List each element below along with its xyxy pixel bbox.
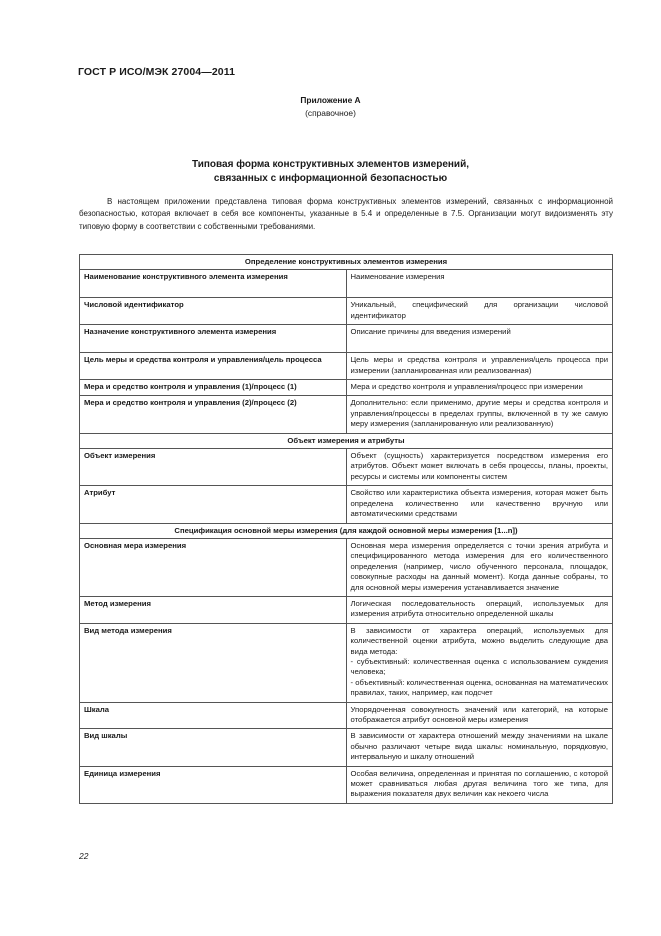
row-key: Вид шкалы xyxy=(80,729,347,766)
section-row xyxy=(80,523,613,538)
row-value: Упорядоченная совокупность значений или категорий, на которые отображается атрибут основной меры измерения xyxy=(346,702,613,729)
row-key: Мера и средство контроля и управления (2)/процесс (2) xyxy=(80,396,347,433)
row-key: Вид метода измерения xyxy=(80,623,347,702)
method-type-subjective: - субъективный: количественная оценка с использованием суждения человека; xyxy=(350,656,608,677)
annex-name: Приложение А xyxy=(300,95,361,105)
row-value: Описание причины для введения измерений xyxy=(346,325,613,353)
section-heading-base-measure: Спецификация основной меры измерения (для каждой основной меры измерения [1...n]) xyxy=(80,523,613,538)
section-row xyxy=(80,255,613,270)
row-key: Метод измерения xyxy=(80,596,347,623)
table-row xyxy=(80,270,613,298)
row-key: Основная мера измерения xyxy=(80,538,347,596)
method-type-intro: В зависимости от характера операций, используемых для количественной оценки атрибута, можно выделить следующие два вида метода: xyxy=(350,625,608,656)
title-line-1: Типовая форма конструктивных элементов измерений, xyxy=(192,159,469,170)
row-value: Объект (сущность) характеризуется посредством измерения его атрибутов. Объект может включать в себя процессы, планы, проекты, ресурсы и системы или компоненты систем xyxy=(346,449,613,486)
table-row xyxy=(80,396,613,433)
row-key: Шкала xyxy=(80,702,347,729)
table-row xyxy=(80,325,613,353)
row-value: Свойство или характеристика объекта измерения, которая может быть определена количественно или качественно вручную или автоматическими средствами xyxy=(346,486,613,523)
table-row xyxy=(80,449,613,486)
row-key: Числовой идентификатор xyxy=(80,298,347,325)
title-line-2: связанных с информационной безопасностью xyxy=(213,173,448,184)
row-value: Логическая последовательность операций, используемых для измерения атрибута относительно определенной шкалы xyxy=(346,596,613,623)
document-code: ГОСТ Р ИСО/МЭК 27004—2011 xyxy=(78,66,236,78)
row-key: Цель меры и средства контроля и управления/цель процесса xyxy=(80,353,347,380)
method-type-objective: - объективный: количественная оценка, основанная на математических правилах, таких, например, как подсчет xyxy=(350,677,608,698)
intro-paragraph: В настоящем приложении представлена типовая форма конструктивных элементов измерений, связанных с информационной безопасностью, которая включает в себя все компоненты, указанные в 5.4 и определенные в 7.5. Организации могут видоизменять эту типовую форму в соответствии с собственными требованиями. xyxy=(79,197,613,231)
section-heading-definition: Определение конструктивных элементов измерения xyxy=(80,255,613,270)
row-key: Наименование конструктивного элемента измерения xyxy=(80,270,347,298)
row-key: Единица измерения xyxy=(80,766,347,803)
page-number: 22 xyxy=(79,851,89,861)
section-row xyxy=(80,433,613,448)
section-heading-object: Объект измерения и атрибуты xyxy=(80,433,613,448)
measurement-construct-table xyxy=(79,254,613,804)
table-row xyxy=(80,380,613,396)
table-row xyxy=(80,353,613,380)
row-key: Объект измерения xyxy=(80,449,347,486)
table-row xyxy=(80,596,613,623)
table-row xyxy=(80,486,613,523)
row-value: Мера и средство контроля и управления/процесс при измерении xyxy=(346,380,613,396)
row-value: Особая величина, определенная и принятая по соглашению, с которой может сравниваться любая другая величина того же типа, для выражения показателя двух величин как некоего числа xyxy=(346,766,613,803)
table-row xyxy=(80,702,613,729)
row-key: Атрибут xyxy=(80,486,347,523)
table-row xyxy=(80,538,613,596)
row-value: Дополнительно: если применимо, другие меры и средства контроля и управления/процессы в пределах группы, включенной в ту же самую меру измерения (запланированную или реализованную) xyxy=(346,396,613,433)
annex-title xyxy=(0,158,661,186)
table-row xyxy=(80,766,613,803)
row-value: В зависимости от характера отношений между значениями на шкале обычно различают четыре вида шкалы: номинальную, порядковую, интервальную и шкалу отношений xyxy=(346,729,613,766)
row-value: Наименование измерения xyxy=(346,270,613,298)
annex-note: (справочное) xyxy=(305,108,356,118)
table-row xyxy=(80,729,613,766)
row-value: Цель меры и средства контроля и управления/цель процесса при измерении (запланированная или реализованная) xyxy=(346,353,613,380)
row-key: Мера и средство контроля и управления (1)/процесс (1) xyxy=(80,380,347,396)
table-row xyxy=(80,623,613,702)
row-value: Основная мера измерения определяется с точки зрения атрибута и специфицированного метода измерения для его количественного определения (например, число обученного персонала, площадок, совокупные расходы на данный момент). Когда данные собраны, то для основной меры измерения устанавливается значение xyxy=(346,538,613,596)
row-value: Уникальный, специфический для организации числовой идентификатор xyxy=(346,298,613,325)
table-row xyxy=(80,298,613,325)
row-key: Назначение конструктивного элемента измерения xyxy=(80,325,347,353)
row-value xyxy=(346,623,613,702)
